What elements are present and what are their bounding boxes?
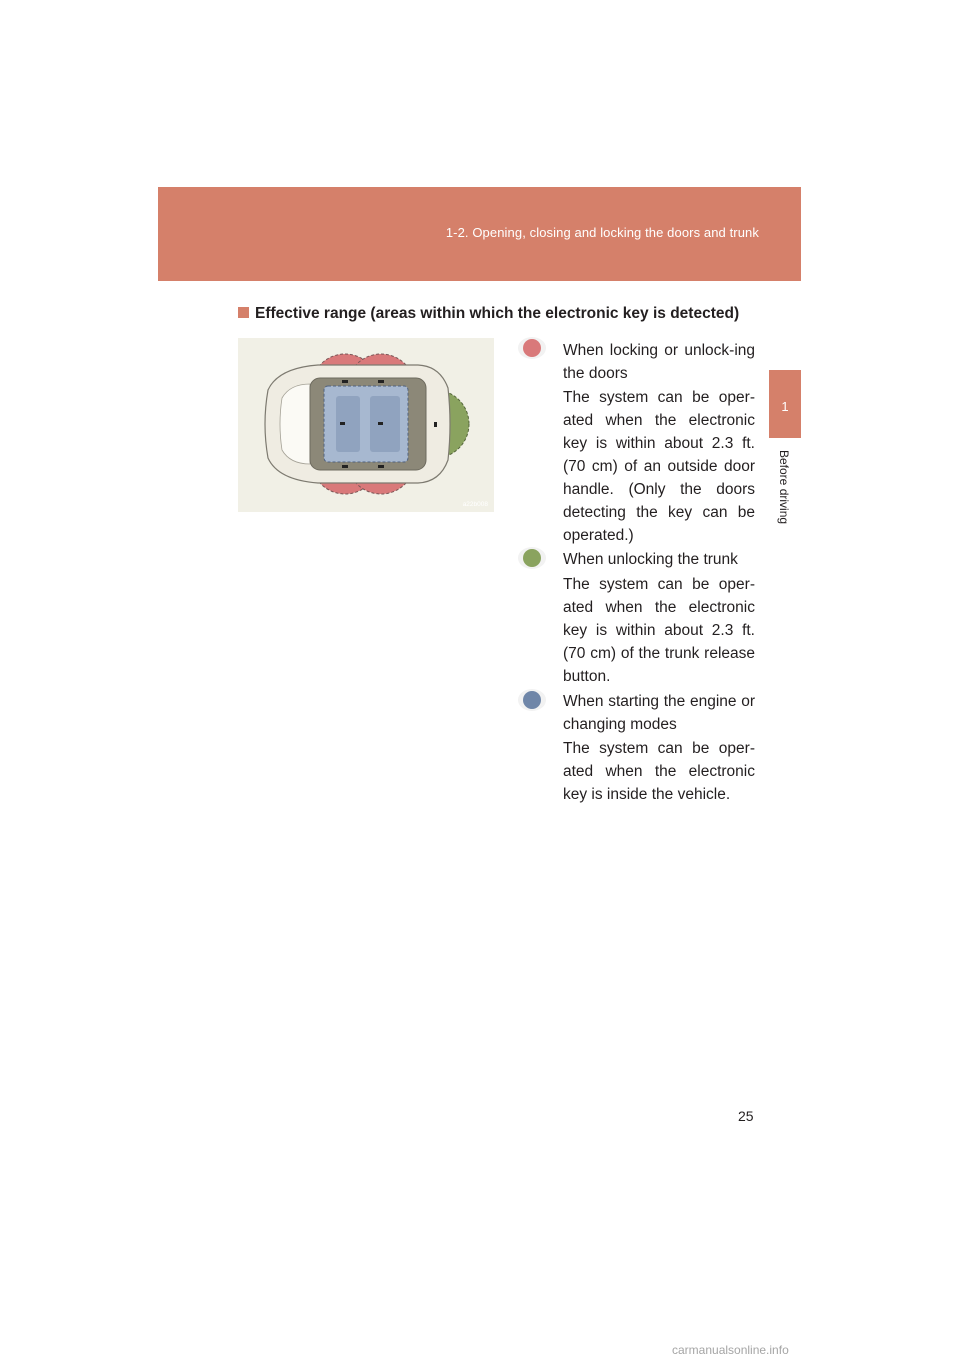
legend-text-engine: The system can be oper-ated when the electronic key is inside the vehicle. <box>563 740 755 803</box>
trunk-button-marker <box>434 422 437 427</box>
green-circle-icon <box>523 549 541 567</box>
legend-text-locking: The system can be oper-ated when the electronic key is within about 2.3 ft. (70 cm) of an outside door handle. (Only the doors detecting the key can be operated.) <box>563 389 755 544</box>
legend-title-engine: When starting the engine or changing modes <box>563 693 755 733</box>
door-handle-marker <box>342 465 348 468</box>
door-handle-marker <box>342 380 348 383</box>
blue-circle-icon <box>523 691 541 709</box>
chapter-label <box>771 450 799 560</box>
red-circle-icon <box>523 339 541 357</box>
antenna-marker <box>378 422 383 425</box>
figure-code: a22b008 <box>462 501 488 508</box>
rear-seats <box>370 396 400 452</box>
header-band <box>158 187 801 281</box>
chapter-number: 1 <box>781 399 789 414</box>
legend-text-trunk: The system can be oper-ated when the electronic key is within about 2.3 ft. (70 cm) of the trunk release button. <box>563 576 755 685</box>
square-bullet-icon <box>238 307 249 318</box>
door-handle-marker <box>378 380 384 383</box>
key-range-illustration <box>238 338 494 512</box>
antenna-marker <box>340 422 345 425</box>
watermark[interactable]: carmanualsonline.info <box>672 1343 789 1357</box>
door-handle-marker <box>378 465 384 468</box>
car-top-view-diagram <box>238 338 494 512</box>
section-heading-text: Effective range (areas within which the electronic key is detected) <box>255 305 740 322</box>
section-heading <box>238 305 739 323</box>
page-number: 25 <box>738 1108 754 1124</box>
legend-title-locking: When locking or unlock-ing the doors <box>563 342 755 382</box>
chapter-tab[interactable] <box>769 370 801 438</box>
chapter-label-text: Before driving <box>777 450 791 525</box>
car-hood <box>280 384 310 464</box>
front-seats <box>336 396 360 452</box>
header-title: 1-2. Opening, closing and locking the doors and trunk <box>445 225 759 240</box>
legend-title-trunk: When unlocking the trunk <box>563 551 738 568</box>
